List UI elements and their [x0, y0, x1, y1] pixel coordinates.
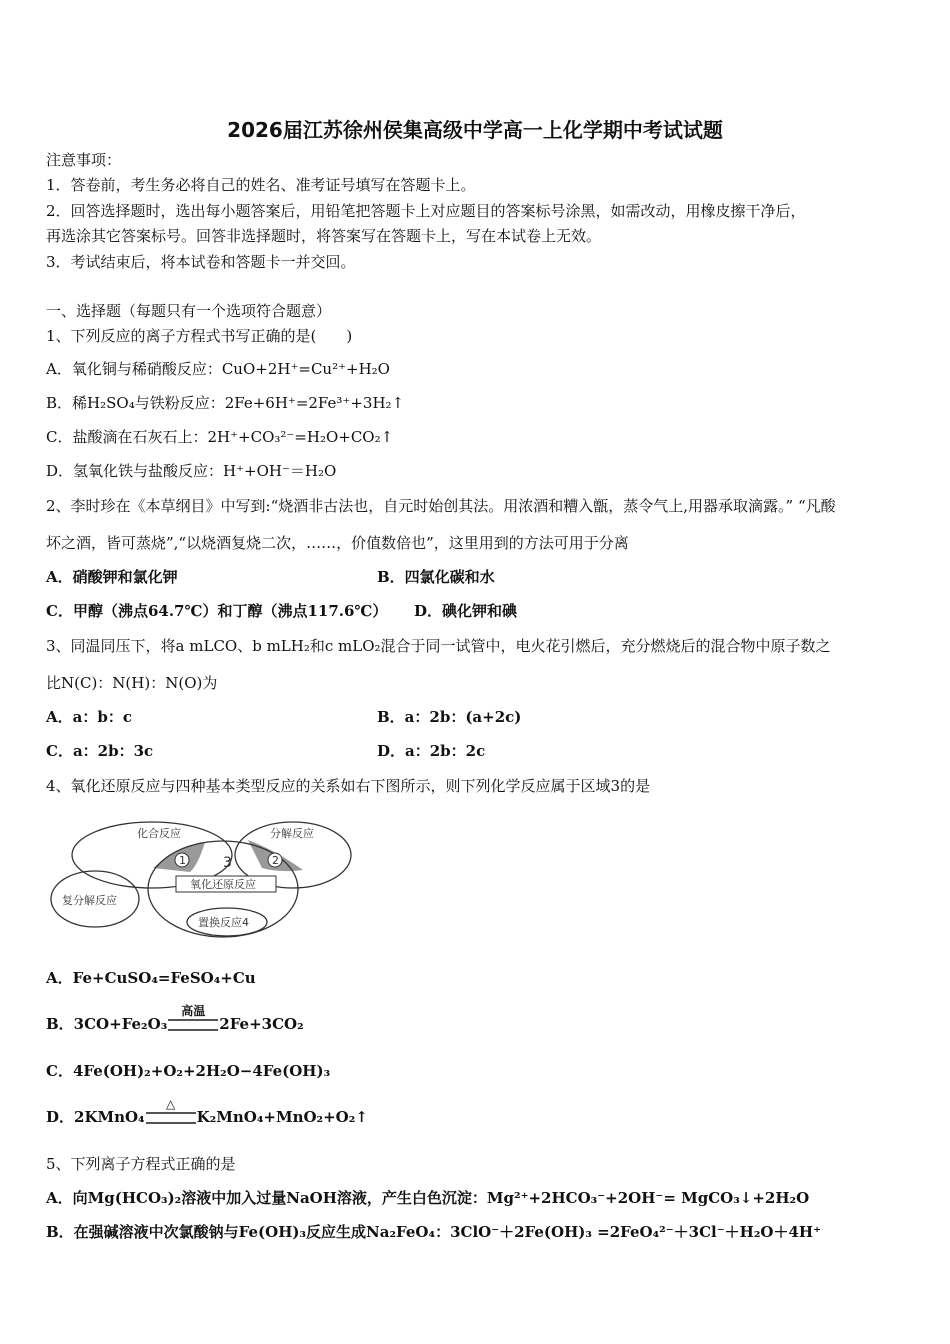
q1-option-d: D．氢氧化铁与盐酸反应：H⁺+OH⁻＝H₂O [46, 462, 337, 480]
q2-option-c: C．甲醇（沸点64.7℃）和丁醇（沸点117.6℃） [46, 602, 388, 620]
q3-option-a: A．a：b：c [46, 708, 132, 726]
q4-d-products: K₂MnO₄+MnO₂+O₂↑ [196, 1108, 368, 1126]
question-1-stem: 1、下列反应的离子方程式书写正确的是( ) [46, 327, 353, 345]
question-5-stem: 5、下列离子方程式正确的是 [46, 1155, 236, 1173]
question-3-stem: 3、同温同压下，将a mLCO、b mLH₂和c mLO₂混合于同一试管中，电火花引燃后，充分燃烧后的混合物中原子数之 [46, 637, 831, 655]
region-3-label: 3 [223, 855, 232, 871]
q1-option-a: A．氧化铜与稀硝酸反应：CuO+2H⁺=Cu²⁺+H₂O [46, 360, 390, 378]
q2-option-d: D．碘化钾和碘 [414, 602, 518, 620]
q4-option-b [46, 1004, 304, 1034]
question-2-stem-cont: 坏之酒，皆可蒸烧”,“以烧酒复烧二次，……，价值数倍也”，这里用到的方法可用于分离 [46, 534, 629, 552]
notes-heading: 注意事项： [46, 151, 122, 169]
q4-option-a: A．Fe+CuSO₄=FeSO₄+Cu [46, 969, 256, 987]
equals-sign-with-condition [168, 1004, 218, 1031]
q2-option-b: B．四氯化碳和水 [377, 568, 495, 586]
q4-d-reactants: D．2KMnO₄ [46, 1108, 145, 1126]
region-1-label: 1 [179, 854, 186, 867]
condition-heat: △ [166, 1097, 176, 1111]
page-title: 2026届江苏徐州侯集高级中学高一上化学期中考试试题 [227, 118, 723, 142]
question-4-stem: 4、氧化还原反应与四种基本类型反应的关系如右下图所示，则下列化学反应属于区域3的是 [46, 777, 651, 795]
combination-label: 化合反应 [137, 827, 181, 840]
question-2-stem: 2、李时珍在《本草纲目》中写到:“烧酒非古法也，自元时始创其法。用浓酒和糟入甑，蒸令气上,用器承取滴露。” “凡酸 [46, 497, 836, 515]
note-item: 2．回答选择题时，选出每小题答案后，用铅笔把答题卡上对应题目的答案标号涂黑，如需改动，用橡皮擦干净后， [46, 202, 806, 220]
q1-option-c: C．盐酸滴在石灰石上：2H⁺+CO₃²⁻=H₂O+CO₂↑ [46, 428, 394, 446]
q4-b-reactants: B．3CO+Fe₂O₃ [46, 1015, 168, 1033]
question-3-stem-cont: 比N(C)：N(H)：N(O)为 [46, 674, 218, 692]
q2-option-a: A．硝酸钾和氯化钾 [46, 568, 178, 586]
q5-option-a: A．向Mg(HCO₃)₂溶液中加入过量NaOH溶液，产生白色沉淀：Mg²⁺+2HCO₃⁻+2OH⁻= MgCO₃↓+2H₂O [46, 1189, 810, 1207]
q3-option-c: C．a：2b：3c [46, 742, 154, 760]
double-displacement-label: 复分解反应 [62, 894, 117, 907]
q4-option-c: C．4Fe(OH)₂+O₂+2H₂O−4Fe(OH)₃ [46, 1062, 331, 1080]
region-2-label: 2 [272, 854, 279, 867]
decomposition-label: 分解反应 [270, 827, 314, 840]
note-item: 3．考试结束后，将本试卷和答题卡一并交回。 [46, 253, 356, 271]
q1-option-b: B．稀H₂SO₄与铁粉反应：2Fe+6H⁺=2Fe³⁺+3H₂↑ [46, 394, 405, 412]
reaction-venn-diagram [40, 810, 360, 940]
q3-option-b: B．a：2b：(a+2c) [377, 708, 522, 726]
note-item: 再选涂其它答案标号。回答非选择题时，将答案写在答题卡上，写在本试卷上无效。 [46, 227, 602, 245]
note-item: 1．答卷前，考生务必将自己的姓名、准考证号填写在答题卡上。 [46, 176, 476, 194]
q4-b-products: 2Fe+3CO₂ [219, 1015, 304, 1033]
equals-sign-with-condition [146, 1097, 196, 1124]
section-heading: 一、选择题（每题只有一个选项符合题意） [46, 302, 332, 320]
redox-label: 氧化还原反应 [190, 878, 256, 891]
q3-option-d: D．a：2b：2c [377, 742, 486, 760]
displacement-label: 置换反应4 [198, 916, 249, 929]
q4-option-d [46, 1097, 368, 1127]
condition-high-temp: 高温 [181, 1004, 206, 1018]
q5-option-b: B．在强碱溶液中次氯酸钠与Fe(OH)₃反应生成Na₂FeO₄：3ClO⁻＋2Fe(OH)₃ =2FeO₄²⁻＋3Cl⁻＋H₂O＋4H⁺ [46, 1223, 821, 1241]
